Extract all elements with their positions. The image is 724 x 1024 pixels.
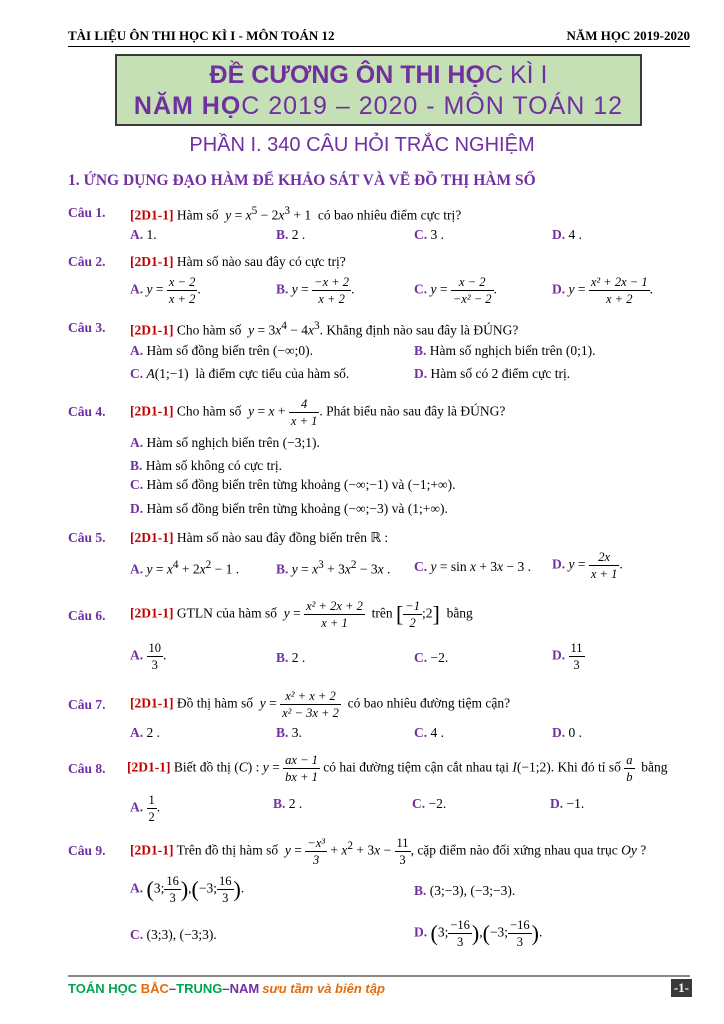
option-a[interactable]: A. Hàm số đồng biến trên (−∞;0).: [130, 343, 313, 358]
option-text: Hàm số đồng biến trên: [146, 343, 270, 358]
question-stem: [130, 254, 694, 270]
stem-text: bằng: [641, 759, 668, 775]
option-letter: A.: [130, 227, 144, 242]
question-stem: [2D1-1] Cho hàm số $y = 3x^4 - 4x^3$. Khẳng định nào sau đây là ĐÚNG?: [130, 320, 519, 338]
option-letter: D.: [414, 366, 428, 381]
option-b[interactable]: B. 2 .: [276, 227, 306, 242]
question-tag: [2D1-1]: [130, 842, 174, 858]
stem-text: trên: [371, 605, 393, 621]
option-letter: B.: [130, 458, 143, 473]
option-letter: D.: [552, 556, 566, 572]
option-d[interactable]: D. (3; $\frac{-16}{3}$ ),(−3; $\frac{-16}{3}$ ).: [414, 918, 543, 949]
option-c[interactable]: C. −2.: [414, 650, 449, 665]
option-letter: B.: [276, 281, 289, 297]
option-c[interactable]: C. 3 .: [414, 227, 444, 242]
option-text: và: [391, 501, 405, 516]
question-tag: [2D1-1]: [130, 254, 174, 269]
option-a[interactable]: A. Hàm số nghịch biến trên (−3;1).: [130, 435, 320, 450]
option-letter: B.: [276, 650, 289, 665]
option-text: Hàm số có 2 điểm cực trị.: [430, 366, 571, 381]
question-number: Câu 9.: [68, 843, 106, 858]
stem-text: GTLN của hàm số: [176, 605, 277, 621]
option-letter: C.: [130, 366, 144, 381]
option-letter: B.: [414, 343, 427, 358]
title-box: [115, 54, 642, 126]
question-stem: [2D1-1] Biết đồ thị (C) : y = $\frac{ax - 1}{bx + 1}$ có hai đường tiệm cận cắt nhau tại I(−1;2). Khi đó tỉ số $\frac{a}{b}$ bằng: [127, 753, 668, 784]
option-b[interactable]: B. $y = x^3 + 3x^2 - 3x$ .: [276, 559, 391, 577]
question-stem: [2D1-1] GTLN của hàm số y = $\frac{\text{x² + 2x + 2}}{x + 1}$ trên [ $\frac{-1}{2}$ ;2] bằng: [130, 599, 473, 630]
stem-text: có hai đường tiệm cận cắt nhau tại: [323, 759, 510, 775]
question-stem: [130, 530, 694, 546]
footer-text: –: [168, 981, 177, 996]
option-c[interactable]: C. 4 .: [414, 725, 444, 740]
page-number: -1-: [671, 979, 692, 997]
stem-text: Hàm số: [176, 207, 219, 223]
option-letter: A.: [130, 880, 144, 896]
option-letter: D.: [552, 725, 566, 740]
option-letter: A.: [130, 561, 144, 577]
stem-text: có bao nhiêu đường tiệm cận?: [347, 695, 511, 711]
option-text: Hàm số đồng biến trên từng khoảng: [146, 501, 341, 516]
footer-divider: [68, 975, 690, 977]
stem-text: Đồ thị hàm số: [176, 695, 253, 711]
stem-text: Hàm số nào sau đây đồng biến trên ℝ :: [176, 530, 389, 545]
footer-text: TRUNG: [176, 981, 223, 996]
option-letter: C.: [130, 477, 144, 492]
question-tag: [2D1-1]: [130, 322, 174, 338]
option-letter: D.: [414, 924, 428, 940]
question-tag: [2D1-1]: [130, 207, 174, 223]
footer-text: sưu tầm và biên tập: [262, 981, 385, 996]
question-number: Câu 1.: [68, 205, 106, 220]
stem-text: Hàm số nào sau đây có cực trị?: [176, 254, 346, 269]
option-a[interactable]: A. $y = x^4 + 2x^2 - 1$ .: [130, 559, 240, 577]
option-d[interactable]: [414, 366, 570, 382]
option-text: là điểm cực tiểu của hàm số.: [195, 366, 350, 381]
question-tag: [2D1-1]: [130, 605, 174, 621]
option-d[interactable]: D. y = $\frac{2x}{x + 1}$ .: [552, 550, 623, 581]
option-c[interactable]: C. y = sin x + 3x − 3 .: [414, 559, 531, 574]
footer-text: NAM: [229, 981, 260, 996]
option-c[interactable]: C. y = $\frac{x - 2}{\text{−x² − 2}}$ .: [414, 275, 497, 306]
option-a[interactable]: A. 1.: [130, 227, 157, 242]
option-letter: A.: [130, 343, 144, 358]
option-letter: C.: [414, 281, 428, 297]
option-letter: D.: [552, 647, 566, 663]
option-letter: B.: [273, 796, 286, 811]
question-stem: [2D1-1] Cho hàm số y = x + $\frac{4}{x + 1}$ . Phát biểu nào sau đây là ĐÚNG?: [130, 397, 506, 428]
question-number: Câu 7.: [68, 697, 106, 712]
option-letter: C.: [414, 227, 428, 242]
option-text: và: [391, 477, 405, 492]
stem-text: , cặp điểm nào đối xứng nhau qua trục: [410, 842, 618, 858]
question-number: Câu 5.: [68, 530, 106, 545]
option-letter: A.: [130, 725, 144, 740]
stem-text: bằng: [446, 605, 473, 621]
stem-text: Cho hàm số: [176, 403, 242, 419]
option-letter: C.: [414, 650, 428, 665]
question-number: Câu 3.: [68, 320, 106, 335]
page-header: [68, 26, 690, 47]
option-letter: A.: [130, 799, 144, 815]
option-letter: A.: [130, 647, 144, 663]
stem-text: Biết đồ thị: [173, 759, 231, 775]
option-b[interactable]: B. 2 .: [273, 796, 303, 811]
title-line-2-thin: C 2019 – 2020 - MÔN TOÁN 12: [241, 92, 624, 120]
question-stem: [2D1-1] Trên đồ thị hàm số y = $\frac{\text{−x³}}{3}$ + $x^2 + 3x$ − $\frac{11}{3}$ , cặp điểm nào đối xứng nhau qua trục Oy ?: [130, 836, 647, 867]
option-d[interactable]: D. 4 .: [552, 227, 582, 242]
stem-text: . Khi đó tỉ số: [550, 759, 621, 775]
footer-text: TOÁN HỌC: [68, 981, 141, 996]
option-letter: A.: [130, 281, 144, 297]
option-letter: C.: [130, 927, 144, 942]
option-letter: D.: [550, 796, 564, 811]
option-b[interactable]: B. (3;−3), (−3;−3).: [414, 883, 516, 898]
question-number: Câu 6.: [68, 608, 106, 623]
question-number: Câu 8.: [68, 761, 106, 776]
option-letter: C.: [412, 796, 426, 811]
stem-text: Cho hàm số: [176, 322, 242, 338]
option-letter: B.: [276, 725, 289, 740]
option-text: Hàm số đồng biến trên từng khoảng: [146, 477, 341, 492]
option-d[interactable]: D. 0 .: [552, 725, 582, 740]
option-b[interactable]: B. Hàm số nghịch biến trên (0;1).: [414, 343, 596, 358]
title-line-2-bold: NĂM HỌ: [133, 92, 242, 120]
title-line-1: [117, 60, 640, 90]
option-d[interactable]: D. −1.: [550, 796, 585, 811]
stem-text: . Khẳng định nào sau đây là ĐÚNG?: [319, 322, 519, 338]
section-title: 1. ỨNG DỤNG ĐẠO HÀM ĐỂ KHẢO SÁT VÀ VẼ ĐỒ THỊ HÀM SỐ: [68, 172, 536, 189]
option-letter: D.: [552, 227, 566, 242]
question-tag: [2D1-1]: [130, 403, 174, 419]
option-a[interactable]: A. $\frac{1}{2}$ .: [130, 793, 161, 824]
title-line-1-thin: C KÌ I: [484, 61, 548, 89]
option-letter: C.: [414, 559, 428, 574]
question-number: Câu 4.: [68, 404, 106, 419]
header-right: NĂM HỌC 2019-2020: [566, 28, 690, 43]
footer-text: BẮC: [140, 981, 169, 996]
question-tag: [2D1-1]: [130, 695, 174, 711]
footer-text: –: [222, 981, 230, 996]
option-a[interactable]: A. (3; $\frac{16}{3}$ ),(−3; $\frac{16}{3}$ ).: [130, 874, 245, 905]
option-text: Hàm số nghịch biến trên: [146, 435, 280, 450]
option-c[interactable]: C. −2.: [412, 796, 447, 811]
stem-text: Trên đồ thị hàm số: [176, 842, 279, 858]
option-letter: D.: [130, 501, 144, 516]
question-stem: [2D1-1] Hàm số $y = x^5 - 2x^3 + 1$ có bao nhiêu điểm cực trị?: [130, 205, 462, 223]
option-c[interactable]: C. (3;3), (−3;3).: [130, 927, 217, 942]
option-letter: B.: [276, 227, 289, 242]
option-letter: D.: [552, 281, 566, 297]
footer-credit: [68, 981, 385, 996]
option-d[interactable]: D. y = $\frac{\text{x² + 2x − 1}}{x + 2}$ .: [552, 275, 653, 306]
stem-text: có bao nhiêu điểm cực trị?: [317, 207, 462, 223]
option-a[interactable]: A. 2 .: [130, 725, 160, 740]
question-number: Câu 2.: [68, 254, 106, 269]
option-a[interactable]: A. y = $\frac{x - 2}{x + 2}$ .: [130, 275, 201, 306]
question-tag: [2D1-1]: [127, 759, 171, 775]
option-c[interactable]: C. Hàm số đồng biến trên từng khoảng (−∞;−1) và (−1;+∞).: [130, 477, 456, 492]
question-stem: [2D1-1] Đồ thị hàm số y = $\frac{\text{x² + x + 2}}{\text{x² − 3x + 2}}$ có bao nhiêu đường tiệm cận?: [130, 689, 511, 720]
option-b[interactable]: B. y = $\frac{-x + 2}{x + 2}$ .: [276, 275, 355, 306]
header-left: TÀI LIỆU ÔN THI HỌC KÌ I - MÔN TOÁN 12: [68, 28, 335, 43]
option-b[interactable]: [130, 458, 282, 474]
option-letter: C.: [414, 725, 428, 740]
title-line-1-bold: ĐỀ CƯƠNG ÔN THI HỌ: [209, 61, 485, 89]
option-letter: A.: [130, 435, 144, 450]
option-b[interactable]: B. 3.: [276, 725, 302, 740]
option-c[interactable]: C. A(1;−1) là điểm cực tiểu của hàm số.: [130, 366, 350, 381]
option-letter: B.: [276, 561, 289, 577]
option-a[interactable]: A. $\frac{10}{3}$ .: [130, 641, 167, 672]
option-letter: B.: [414, 883, 427, 898]
option-d[interactable]: D. $\frac{11}{3}$: [552, 641, 583, 672]
option-d[interactable]: D. Hàm số đồng biến trên từng khoảng (−∞;−3) và (1;+∞).: [130, 501, 448, 516]
stem-text: . Phát biểu nào sau đây là ĐÚNG?: [319, 403, 506, 419]
option-b[interactable]: B. 2 .: [276, 650, 306, 665]
question-tag: [2D1-1]: [130, 530, 174, 545]
option-text: Hàm số nghịch biến trên: [429, 343, 563, 358]
part-title: PHẦN I. 340 CÂU HỎI TRẮC NGHIỆM: [189, 134, 535, 156]
option-text: Hàm số không có cực trị.: [145, 458, 283, 473]
title-line-2: [117, 90, 640, 122]
